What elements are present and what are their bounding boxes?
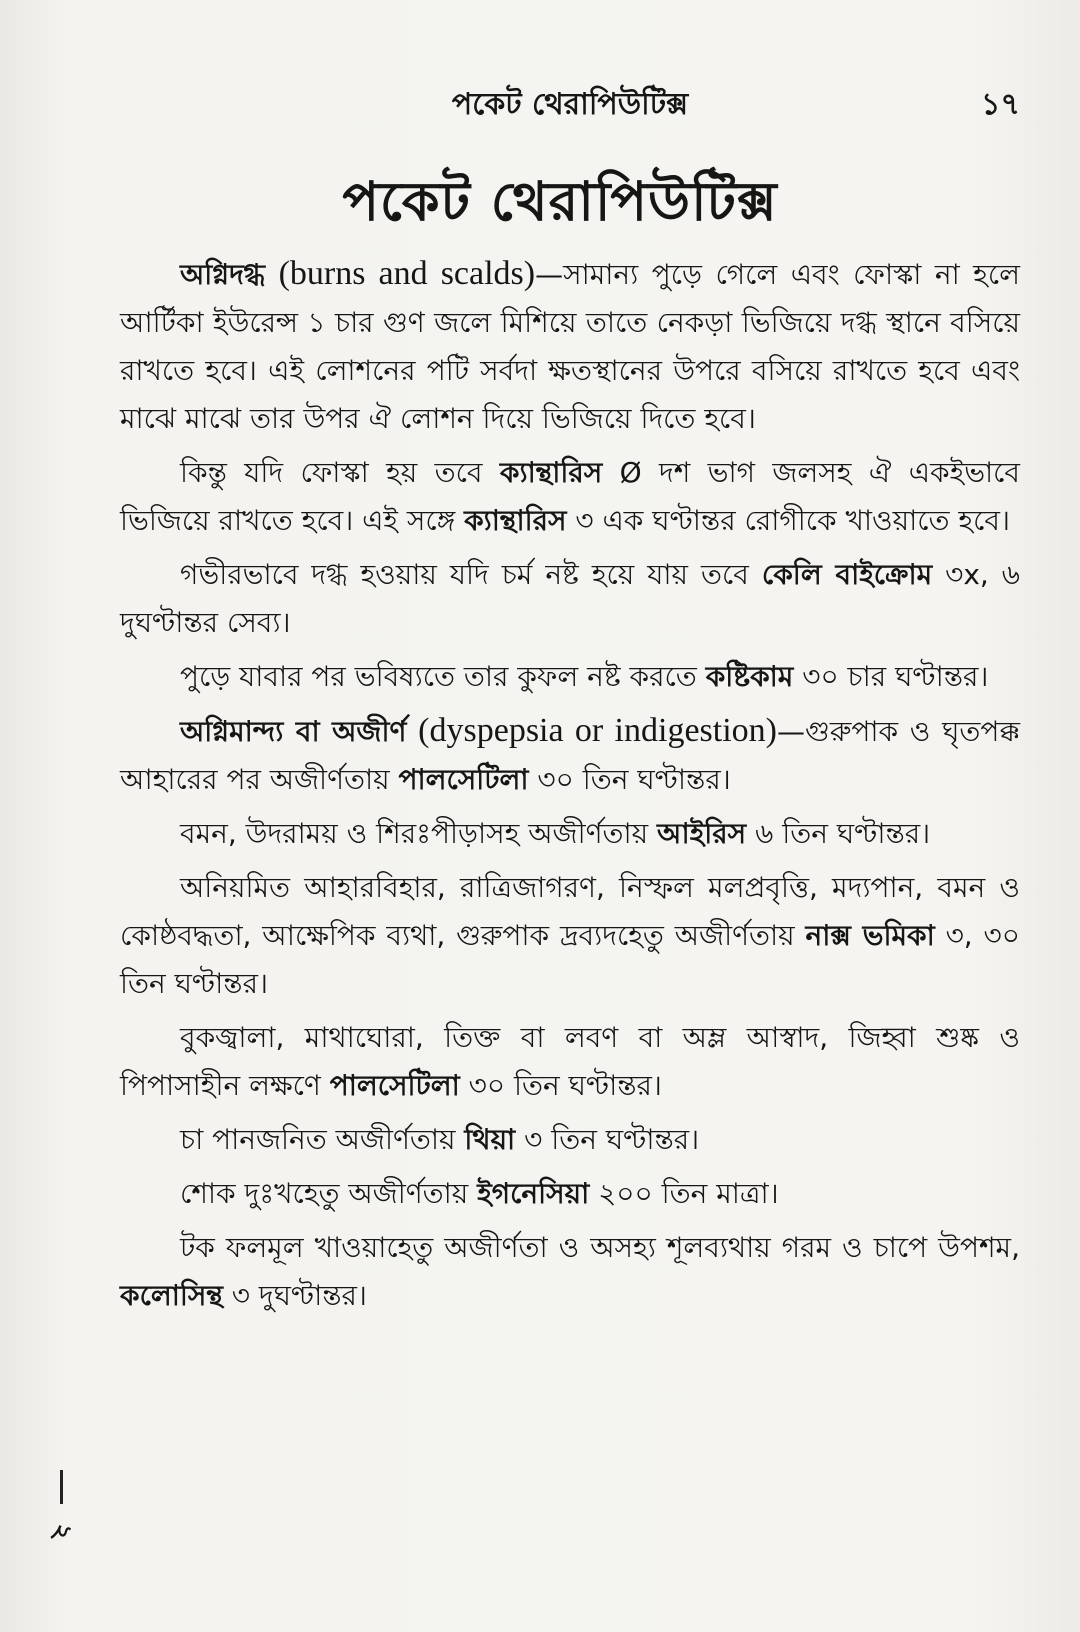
remedy-name: আইরিস [657, 817, 747, 850]
margin-bar [60, 1470, 63, 1504]
page-title: পকেট থেরাপিউটিক্স [342, 170, 778, 233]
paragraph-text: ৩০ তিন ঘণ্টান্তর। [459, 1069, 662, 1102]
section-heading-burns-english: (burns and scalds) [278, 255, 536, 292]
paragraph-tea [120, 1116, 1020, 1164]
paragraph-text: পুড়ে যাবার পর ভবিষ্যতে তার কুফল নষ্ট করতে [180, 660, 706, 693]
paragraph-irregular-diet [120, 864, 1020, 1008]
paragraph-heartburn [120, 1014, 1020, 1110]
margin-signature-mark [46, 1470, 77, 1570]
paragraph-text: শোক দুঃখহেতু অজীর্ণতায় [180, 1177, 478, 1210]
remedy-name: ক্যান্থারিস [499, 456, 603, 489]
paragraph-dyspepsia [120, 707, 1020, 804]
remedy-name: নাক্স ভমিকা [805, 919, 935, 952]
remedy-name: ক্যান্থারিস [464, 504, 567, 537]
paragraph-text: ৩০ তিন ঘণ্টান্তর। [528, 763, 731, 796]
paragraph-text: গভীরভাবে দগ্ধ হওয়ায় যদি চর্ম নষ্ট হয়ে যায় তবে [180, 558, 762, 591]
paragraph-blister [120, 449, 1020, 545]
paragraph-text: ৩x, ৬ দুঘণ্টান্তর সেব্য। [120, 558, 1020, 639]
paragraph-text: ২০০ তিন মাত্রা। [589, 1177, 779, 1210]
running-title: পকেট থেরাপিউটিক্স [451, 87, 689, 122]
remedy-name: ইগনেসিয়া [477, 1177, 590, 1210]
page-number: ১৭ [981, 87, 1020, 122]
paragraph-text: বমন, উদরাময় ও শিরঃপীড়াসহ অজীর্ণতায় [180, 817, 658, 850]
paragraph-deep-burn [120, 551, 1020, 647]
paragraph-text: ৬ তিন ঘণ্টান্তর। [746, 817, 931, 850]
paragraph-grief [120, 1170, 1020, 1218]
remedy-name: কষ্টিকাম [705, 660, 794, 693]
paragraph-text: বুকজ্বালা, মাথাঘোরা, তিক্ত বা লবণ বা অম্ল আস্বাদ, জিহ্বা শুষ্ক ও পিপাসাহীন লক্ষণে [120, 1021, 1020, 1102]
paragraph-text: ৩, ৩০ তিন ঘণ্টান্তর। [120, 919, 1020, 1000]
remedy-name: থিয়া [464, 1123, 516, 1156]
paragraph-text: —সামান্য পুড়ে গেলে এবং ফোস্কা না হলে আর্টিকা ইউরেন্স ১ চার গুণ জলে মিশিয়ে তাতে নেকড়া ভিজিয়ে দগ্ধ স্থানে বসিয়ে রাখতে হবে। এই লোশনের পটি সর্বদা ক্ষতস্থানের উপরে বসিয়ে রাখতে হবে এবং মাঝে মাঝে তার উপর ঐ লোশন দিয়ে ভিজিয়ে দিতে হবে। [120, 258, 1021, 435]
paragraph-text: অনিয়মিত আহারবিহার, রাত্রিজাগরণ, নিস্ফল মলপ্রবৃত্তি, মদ্যপান, বমন ও কোষ্ঠবদ্ধতা, আক্ষেপিক ব্যথা, গুরুপাক দ্রব্যদহেতু অজীর্ণতায় [120, 871, 1020, 952]
paragraph-text: টক ফলমূল খাওয়াহেতু অজীর্ণতা ও অসহ্য শূলব্যথায় গরম ও চাপে উপশম, [180, 1231, 1020, 1264]
remedy-name: কলোসিন্থ [120, 1279, 223, 1312]
paragraph-text: —গুরুপাক ও ঘৃতপক্ক আহারের পর অজীর্ণতায় [120, 715, 1021, 796]
paragraph-text: ৩০ চার ঘণ্টান্তর। [793, 660, 989, 693]
body-text [120, 250, 1020, 1326]
paragraph-text: ৩ তিন ঘণ্টান্তর। [515, 1123, 700, 1156]
paragraph-text: ৩ দুঘণ্টান্তর। [222, 1279, 367, 1312]
section-heading-burns: অগ্নিদগ্ধ [180, 258, 266, 291]
paragraph-text: Ø দশ ভাগ জলসহ ঐ একইভাবে ভিজিয়ে রাখতে হবে। এই সঙ্গে [120, 456, 1021, 537]
paragraph-text: ৩ এক ঘণ্টান্তর রোগীকে খাওয়াতে হবে। [566, 504, 1010, 537]
paragraph-sour-fruit [120, 1224, 1020, 1320]
remedy-name: পালসেটিলা [329, 1069, 460, 1102]
page-header [120, 80, 1020, 124]
remedy-name: কেলি বাইক্রোম [761, 558, 933, 591]
section-heading-dyspepsia-english: (dyspepsia or indigestion) [418, 712, 777, 749]
paragraph-text: চা পানজনিত অজীর্ণতায় [180, 1123, 465, 1156]
paragraph-vomiting [120, 810, 1020, 858]
remedy-name: পালসেটিলা [398, 763, 529, 796]
paragraph-after-effects [120, 653, 1020, 701]
paragraph-burns [120, 250, 1020, 443]
paragraph-text: কিন্তু যদি ফোস্কা হয় তবে [180, 456, 500, 489]
margin-mark-text: ২ [46, 1523, 77, 1541]
section-heading-dyspepsia: অগ্নিমান্দ্য বা অজীর্ণ [180, 715, 407, 748]
